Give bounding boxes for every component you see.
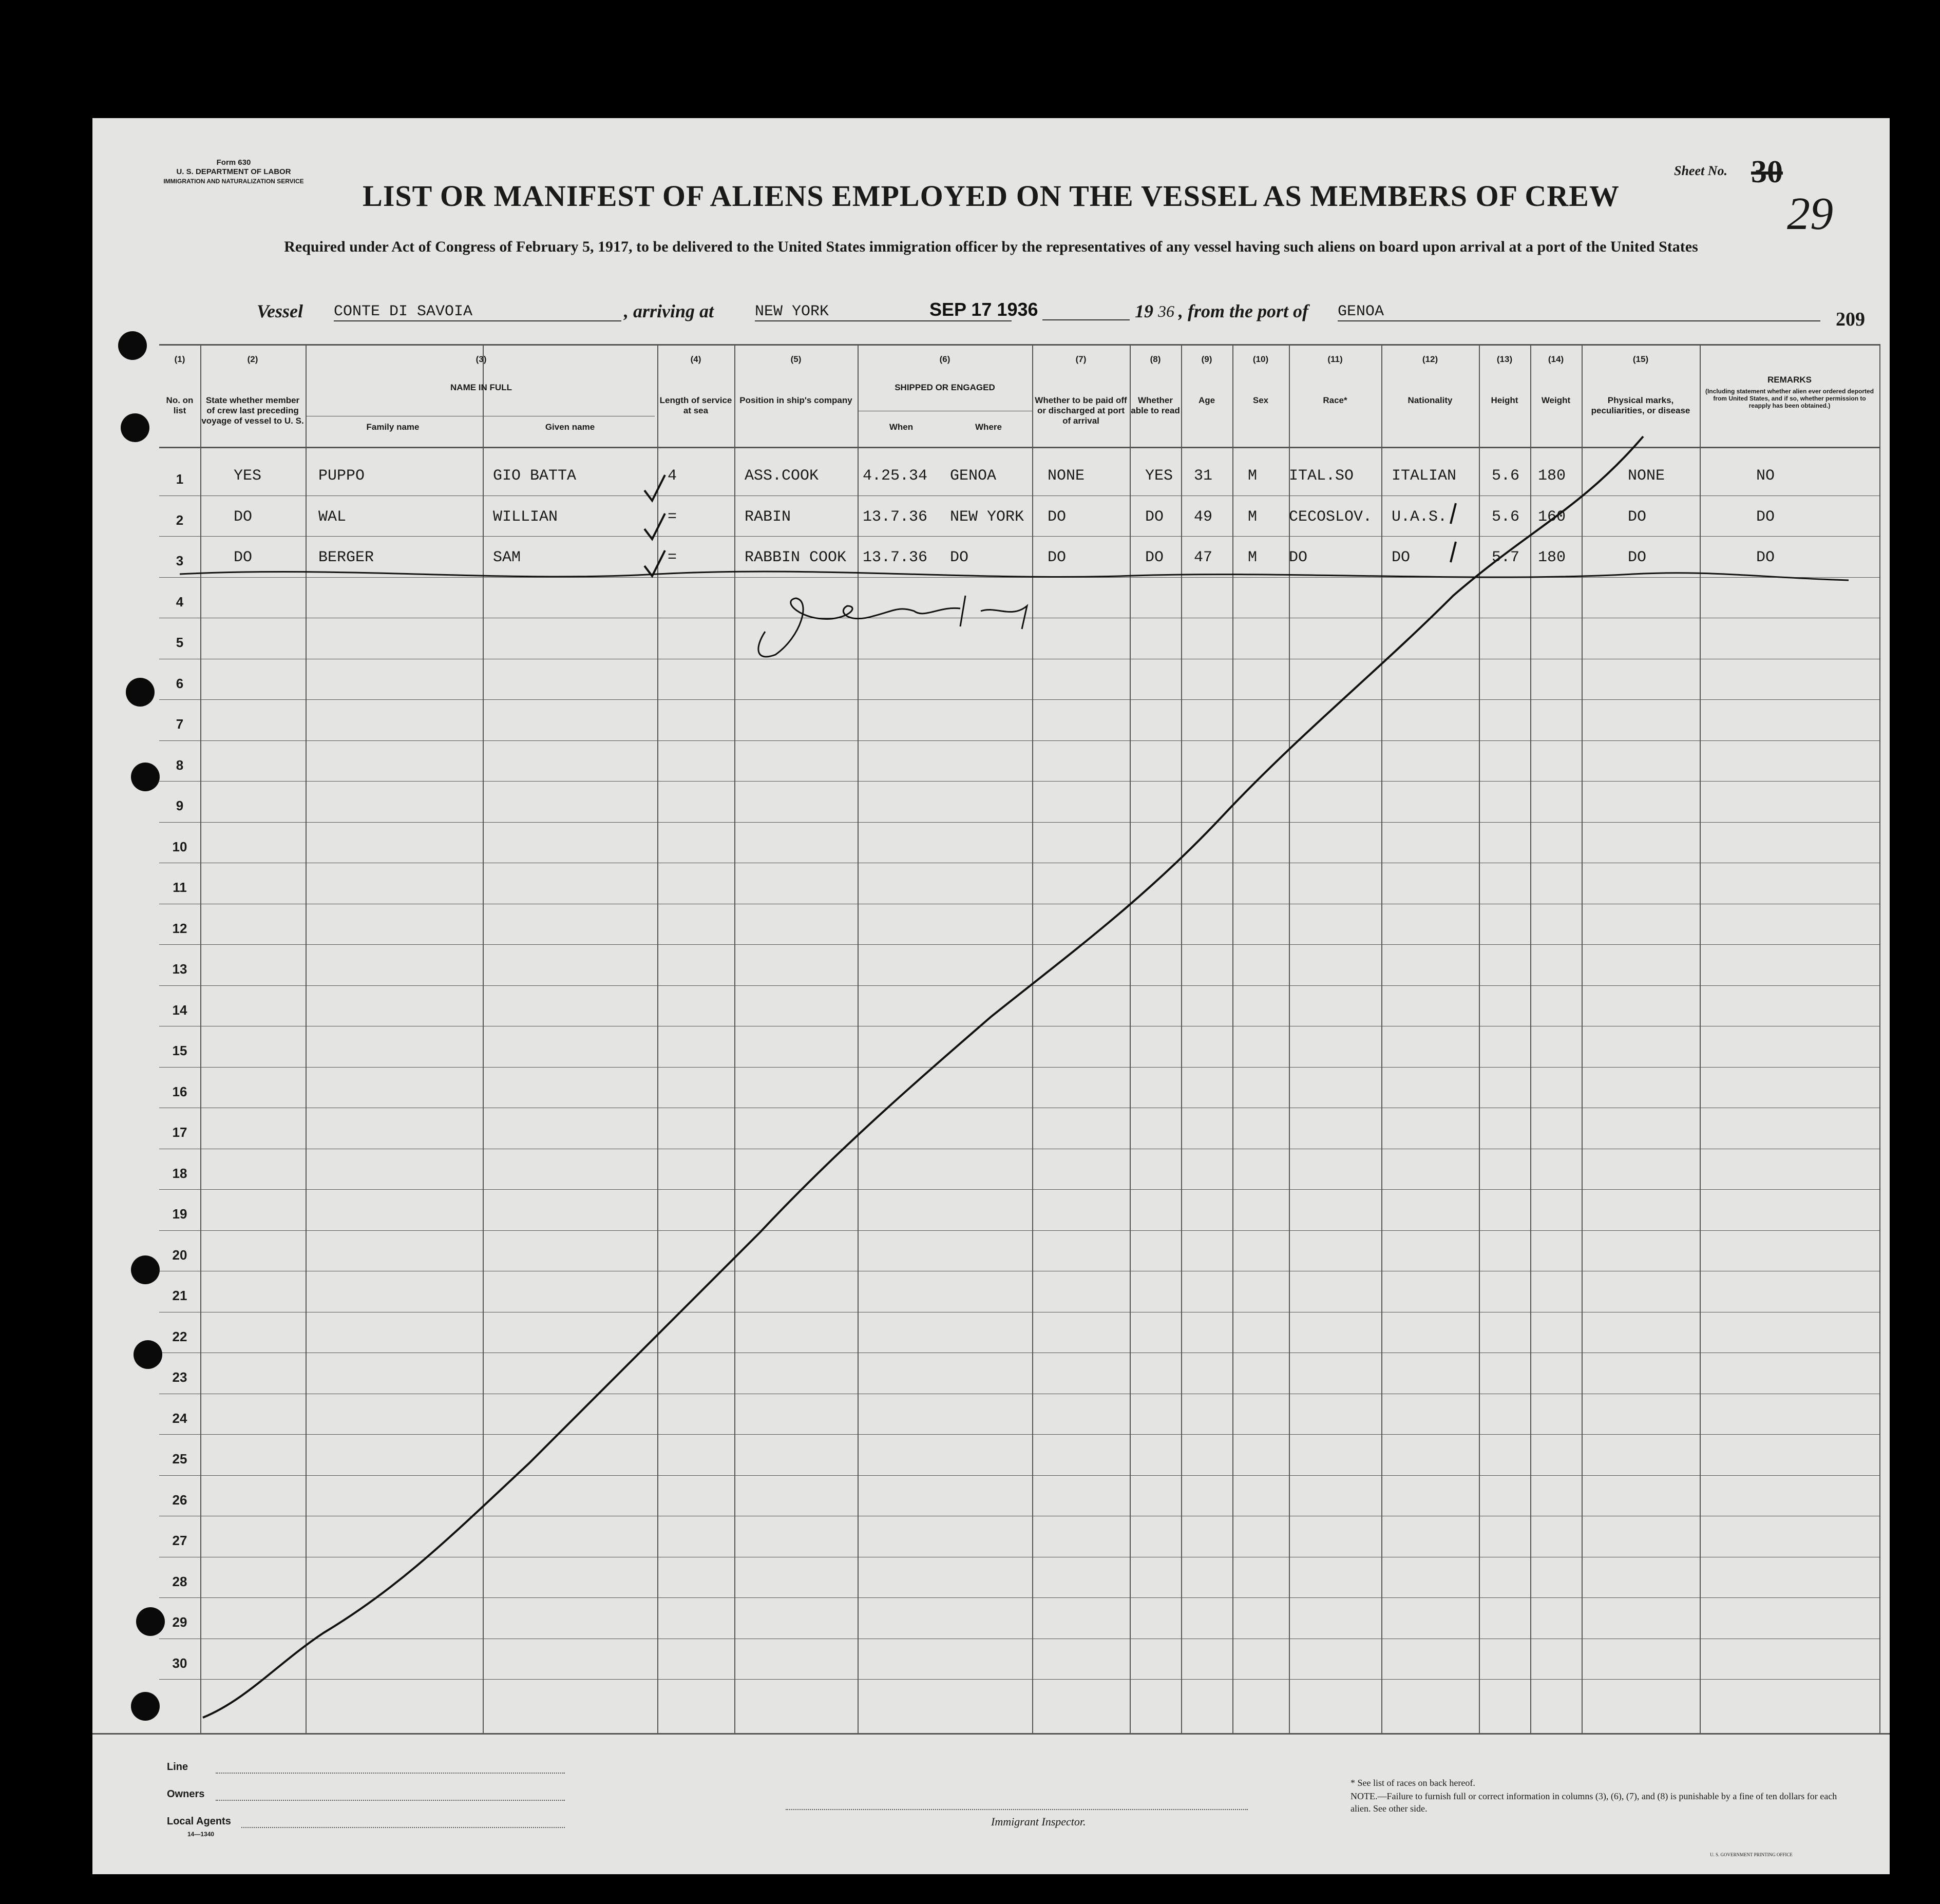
cell-service: 4 [668, 467, 677, 485]
cell-position: ASS.COOK [745, 467, 819, 485]
height-tick-3 [1451, 542, 1456, 562]
cell-service: = [668, 549, 677, 566]
owners-label: Owners [167, 1788, 205, 1800]
column-header: Race* [1323, 395, 1347, 405]
row-number: 9 [176, 798, 184, 813]
cell-race: DO [1289, 549, 1308, 566]
column-number: (5) [790, 354, 802, 364]
year-suffix: 36 [1158, 302, 1174, 320]
cancel-wave-line [180, 572, 1849, 580]
cell-position: RABBIN COOK [745, 549, 847, 566]
cell-marks: DO [1628, 508, 1647, 526]
inspector-label: Immigrant Inspector. [991, 1815, 1086, 1828]
page-title: LIST OR MANIFEST OF ALIENS EMPLOYED ON THE VESSEL AS MEMBERS OF CREW [363, 179, 1620, 213]
column-number: (6) [939, 354, 950, 364]
row-number: 28 [172, 1573, 187, 1589]
row-number: 22 [172, 1328, 187, 1344]
binder-hole [136, 1607, 165, 1636]
column-number: (2) [247, 354, 258, 364]
column-header: Nationality [1408, 395, 1453, 405]
row-number: 30 [172, 1655, 187, 1671]
column-number: (15) [1632, 354, 1649, 364]
departure-port: GENOA [1338, 303, 1820, 321]
service-name: IMMIGRATION AND NATURALIZATION SERVICE [163, 178, 304, 185]
cell-remarks: NO [1756, 467, 1775, 485]
column-number: (12) [1422, 354, 1438, 364]
arriving-label: , arriving at [624, 301, 714, 321]
column-header: Height [1491, 395, 1518, 405]
row-number: 5 [176, 635, 184, 650]
column-number: (10) [1252, 354, 1269, 364]
cell-remarks: DO [1756, 508, 1775, 526]
agents-label: Local Agents [167, 1816, 231, 1827]
cell-service: = [668, 508, 677, 526]
cell-paid: DO [1048, 549, 1067, 566]
row-number: 25 [172, 1451, 187, 1467]
row-number: 29 [172, 1614, 187, 1630]
binder-hole [131, 1692, 160, 1721]
binder-hole [131, 763, 160, 791]
cell-where: NEW YORK [950, 508, 1024, 526]
cell-paid: DO [1048, 508, 1067, 526]
sheet-number-struck: 30 [1751, 155, 1783, 189]
column-header: Weight [1541, 395, 1571, 405]
vessel-name: CONTE DI SAVOIA [334, 303, 621, 321]
form-number: Form 630 [216, 158, 251, 167]
column-header: Whether to be paid off or discharged at port of arrival [1035, 395, 1127, 426]
sheet-number-handwritten: 29 [1787, 188, 1833, 239]
subheader-where: Where [975, 422, 1002, 432]
cell-position: RABIN [745, 508, 791, 526]
cell-when: 4.25.34 [863, 467, 928, 485]
cell-height: 5.6 [1492, 508, 1520, 526]
cell-family: WAL [318, 508, 347, 526]
column-number: (11) [1327, 354, 1343, 364]
owners-field [216, 1800, 565, 1801]
column-header: Whether able to read [1131, 395, 1180, 415]
row-number: 20 [172, 1247, 187, 1263]
column-header: No. on list [166, 395, 194, 415]
row-number: 2 [176, 512, 184, 528]
row-number: 3 [176, 553, 184, 568]
cell-given: GIO BATTA [493, 467, 577, 485]
year-prefix: 19 [1135, 301, 1153, 321]
inspector-signature [758, 596, 1027, 657]
row-number: 14 [172, 1002, 187, 1018]
column-number: (7) [1075, 354, 1087, 364]
column-number: (4) [690, 354, 701, 364]
row-number: 16 [172, 1083, 187, 1099]
cell-age: 31 [1194, 467, 1213, 485]
cell-race: ITAL.SO [1289, 467, 1354, 485]
column-header: Age [1198, 395, 1215, 405]
form-code: 14—1340 [187, 1831, 215, 1838]
cell-when: 13.7.36 [863, 549, 928, 566]
page-subtitle: Required under Act of Congress of February 5, 1917, to be delivered to the United States immigration officer by the representatives of any vessel having such aliens on board upon arrival at a port of the United States [284, 238, 1698, 255]
page-stamp: 209 [1836, 309, 1865, 330]
cell-read: DO [1145, 549, 1164, 566]
cell-remarks: DO [1756, 549, 1775, 566]
row-number: 15 [172, 1043, 187, 1058]
row-number: 12 [172, 920, 187, 936]
height-tick-2 [1451, 503, 1456, 524]
column-header: Length of service at sea [659, 395, 732, 415]
department-name: U. S. DEPARTMENT OF LABOR [176, 167, 291, 176]
cell-family: PUPPO [318, 467, 365, 485]
cell-race: CECOSLOV. [1289, 508, 1373, 526]
binder-hole [121, 413, 149, 442]
cancel-strike-line [203, 436, 1643, 1718]
cell-height: 5.7 [1492, 549, 1520, 566]
remarks-note: (Including statement whether alien ever ordered deported from United States, and if so, whether permission to reapply has been obtained.) [1705, 388, 1874, 409]
row-number: 19 [172, 1206, 187, 1222]
cell-prev: DO [234, 508, 253, 526]
binder-hole [118, 331, 147, 360]
cell-when: 13.7.36 [863, 508, 928, 526]
penalty-footnote: NOTE.—Failure to furnish full or correct information in columns (3), (6), (7), and (8) is punishable by a fine of ten dollars for each alien. See other side. [1351, 1791, 1837, 1814]
cell-sex: M [1248, 508, 1258, 526]
agents-field [241, 1827, 565, 1828]
arrival-port: NEW YORK [755, 303, 1012, 321]
cell-paid: NONE [1048, 467, 1085, 485]
manifest-sheet [92, 118, 1890, 1874]
column-number: (13) [1496, 354, 1513, 364]
row-number: 21 [172, 1288, 187, 1303]
row-number: 18 [172, 1165, 187, 1181]
vessel-label: Vessel [257, 301, 303, 321]
printing-office: U. S. GOVERNMENT PRINTING OFFICE [1710, 1852, 1793, 1857]
cell-marks: NONE [1628, 467, 1665, 485]
row-number: 4 [176, 594, 184, 610]
cell-height: 5.6 [1492, 467, 1520, 485]
subheader-when: When [889, 422, 914, 432]
binder-hole [126, 678, 155, 707]
check-mark-1 [644, 475, 665, 501]
line-field [216, 1773, 565, 1774]
cell-prev: DO [234, 549, 253, 566]
column-header: REMARKS [1767, 375, 1812, 385]
inspector-signature-line [786, 1809, 1248, 1810]
cell-read: YES [1145, 467, 1173, 485]
races-footnote: * See list of races on back hereof. [1351, 1778, 1475, 1788]
subheader-family: Family name [366, 422, 420, 432]
row-number: 17 [172, 1125, 187, 1140]
row-number: 6 [176, 675, 184, 691]
row-number: 27 [172, 1533, 187, 1548]
cell-weight: 160 [1538, 508, 1566, 526]
sheet-label: Sheet No. [1674, 163, 1727, 178]
column-number: (3) [476, 354, 487, 364]
column-number: (8) [1150, 354, 1161, 364]
cell-weight: 180 [1538, 549, 1566, 566]
cell-family: BERGER [318, 549, 374, 566]
row-number: 8 [176, 757, 184, 773]
cell-age: 49 [1194, 508, 1213, 526]
column-header: Position in ship's company [739, 395, 852, 405]
cell-where: GENOA [950, 467, 997, 485]
check-mark-3 [644, 550, 665, 576]
row-number: 23 [172, 1369, 187, 1385]
from-port-label: , from the port of [1178, 301, 1309, 321]
cell-where: DO [950, 549, 969, 566]
column-number: (14) [1548, 354, 1564, 364]
row-number: 7 [176, 716, 184, 732]
row-number: 11 [173, 880, 187, 895]
binder-hole [134, 1340, 162, 1369]
row-number: 13 [172, 961, 187, 977]
column-header: NAME IN FULL [450, 383, 512, 392]
column-header: Physical marks, peculiarities, or disease [1591, 395, 1690, 415]
line-label: Line [167, 1761, 188, 1773]
cell-sex: M [1248, 467, 1258, 485]
cell-nationality: ITALIAN [1392, 467, 1457, 485]
cell-sex: M [1248, 549, 1258, 566]
cell-read: DO [1145, 508, 1164, 526]
column-header: State whether member of crew last preceding voyage of vessel to U. S. [201, 395, 304, 426]
cell-given: SAM [493, 549, 521, 566]
cell-age: 47 [1194, 549, 1213, 566]
cancel-line-overlay [92, 118, 1890, 1874]
cell-prev: YES [234, 467, 262, 485]
column-header: SHIPPED OR ENGAGED [895, 383, 995, 392]
cell-nationality: DO [1392, 549, 1411, 566]
row-number: 26 [172, 1492, 187, 1508]
cell-marks: DO [1628, 549, 1647, 566]
row-number: 1 [176, 471, 184, 487]
cell-nationality: U.A.S. [1392, 508, 1448, 526]
binder-hole [131, 1255, 160, 1284]
row-number: 10 [172, 839, 187, 854]
subheader-given: Given name [545, 422, 595, 432]
row-number: 24 [172, 1410, 187, 1426]
date-stamp: SEP 17 1936 [929, 299, 1038, 320]
check-mark-2 [644, 513, 665, 539]
column-number: (9) [1201, 354, 1212, 364]
column-header: Sex [1252, 395, 1269, 405]
cell-weight: 180 [1538, 467, 1566, 485]
cell-given: WILLIAN [493, 508, 558, 526]
column-number: (1) [174, 354, 185, 364]
